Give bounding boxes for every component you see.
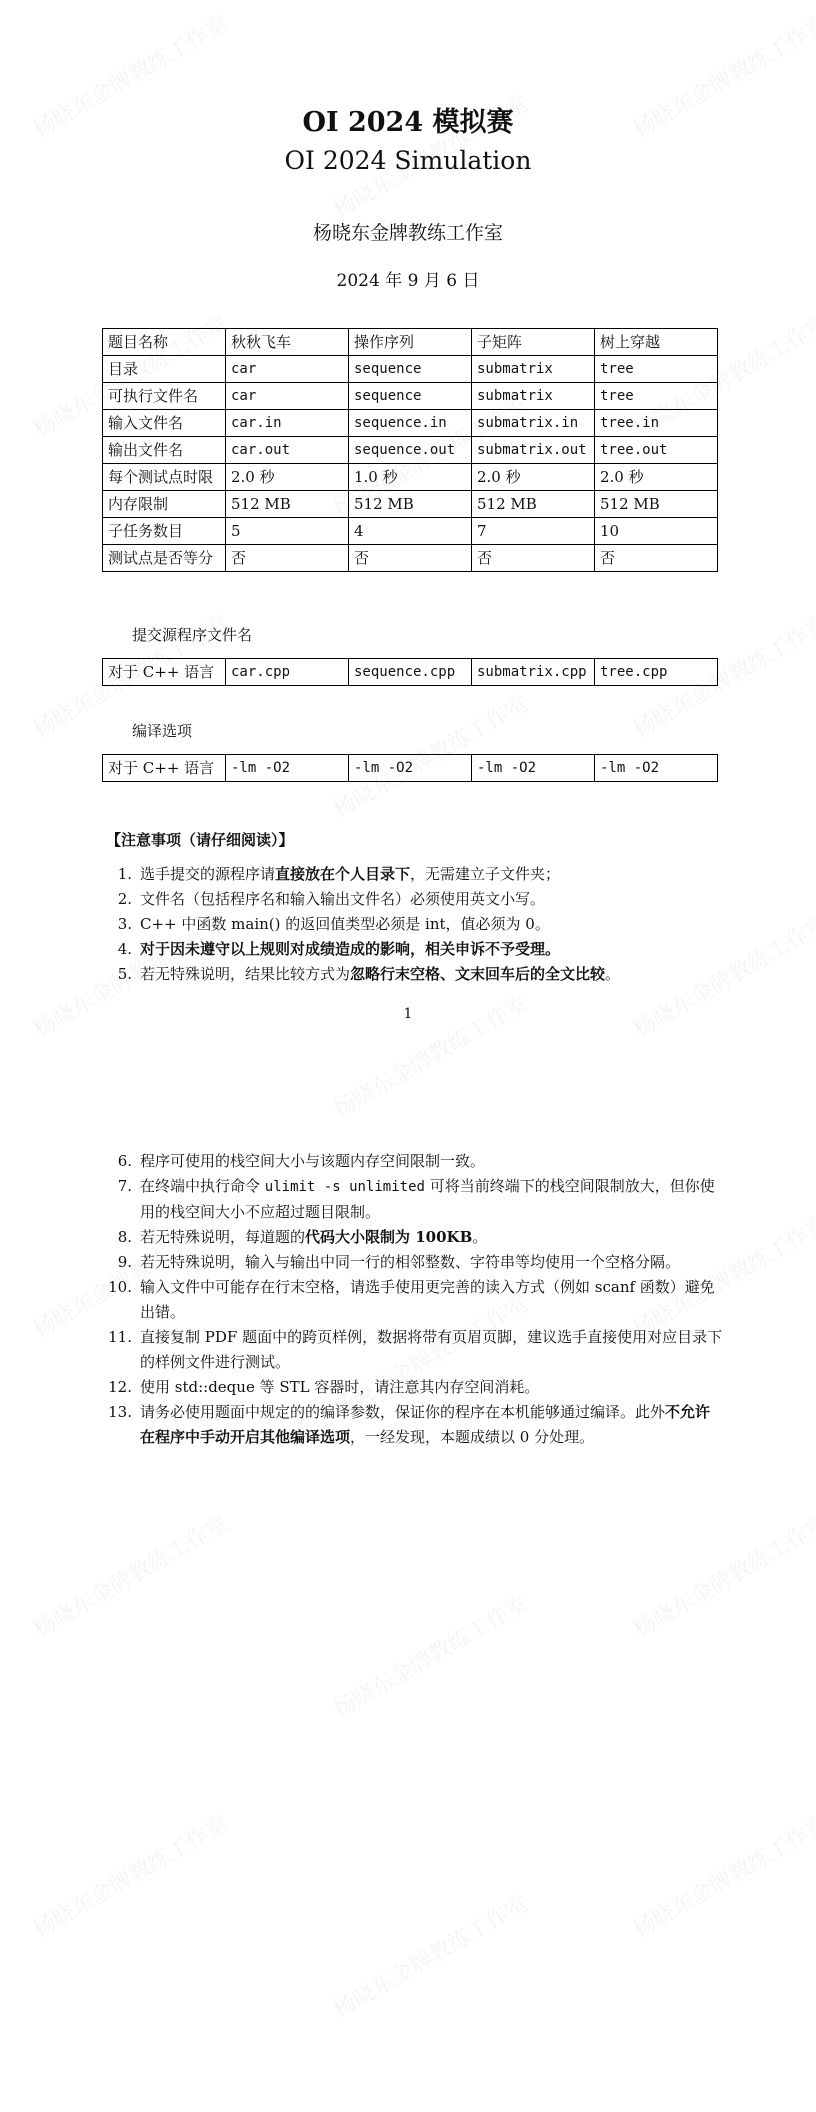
submit-table xyxy=(102,658,718,686)
problems-table xyxy=(102,328,718,572)
table-row xyxy=(103,356,718,383)
table-cell: submatrix xyxy=(472,356,595,383)
table-cell: 7 xyxy=(472,518,595,545)
table-cell: car.out xyxy=(226,437,349,464)
table-row xyxy=(103,518,718,545)
contest-subtitle: OI 2024 Simulation xyxy=(284,146,532,175)
compile-table xyxy=(102,754,718,782)
list-item xyxy=(106,1375,724,1400)
table-cell: 秋秋飞车 xyxy=(226,329,349,356)
list-item-number: 1. xyxy=(117,865,132,883)
list-item-number: 3. xyxy=(117,915,132,933)
table-cell: tree.cpp xyxy=(595,659,718,686)
watermark-text xyxy=(27,1507,233,1644)
table-cell-label: 每个测试点时限 xyxy=(103,464,226,491)
submit-section-heading: 提交源程序文件名 xyxy=(132,626,253,644)
table-cell: submatrix.in xyxy=(472,410,595,437)
table-cell: 4 xyxy=(349,518,472,545)
page-number: 1 xyxy=(403,1006,413,1022)
table-row xyxy=(103,410,718,437)
list-item xyxy=(106,1275,724,1325)
table-cell-label: 内存限制 xyxy=(103,491,226,518)
list-item xyxy=(106,1325,724,1375)
table-row xyxy=(103,545,718,572)
table-cell-label: 测试点是否等分 xyxy=(103,545,226,572)
table-cell: 512 MB xyxy=(595,491,718,518)
list-item-number: 13. xyxy=(108,1403,132,1421)
list-item-number: 4. xyxy=(117,940,132,958)
text: 若无特殊说明，每道题的 xyxy=(140,1228,306,1246)
watermark-text xyxy=(327,1587,533,1724)
table-cell-label: 目录 xyxy=(103,356,226,383)
code-text: ulimit -s unlimited xyxy=(264,1179,425,1195)
notice-heading: 【注意事项（请仔细阅读）】 xyxy=(106,831,294,849)
text: 直接复制 PDF 题面中的跨页样例，数据将带有页眉页脚，建议选手直接使用对应目录下的样例文件进行测试。 xyxy=(140,1328,723,1371)
table-cell: 否 xyxy=(349,545,472,572)
text: 请务必使用题面中规定的的编译参数，保证你的程序在本机能够通过编译。此外 xyxy=(140,1403,666,1421)
table-cell: 2.0 秒 xyxy=(226,464,349,491)
watermark-text xyxy=(27,1807,233,1944)
table-cell: 2.0 秒 xyxy=(472,464,595,491)
table-cell: sequence xyxy=(349,356,472,383)
notes-list-page1 xyxy=(106,862,724,987)
list-item-number: 11. xyxy=(108,1328,132,1346)
table-cell: 操作序列 xyxy=(349,329,472,356)
list-item xyxy=(106,937,724,962)
table-cell: 1.0 秒 xyxy=(349,464,472,491)
table-cell: -lm -O2 xyxy=(349,755,472,782)
table-cell: 10 xyxy=(595,518,718,545)
emphasized-text: 忽略行末空格、文末回车后的全文比较 xyxy=(350,965,606,983)
list-item xyxy=(106,1225,724,1250)
text: 在终端中执行命令 xyxy=(140,1177,265,1195)
text: 若无特殊说明，输入与输出中同一行的相邻整数、字符串等均使用一个空格分隔。 xyxy=(140,1253,681,1271)
text: 。 xyxy=(605,965,621,983)
list-item xyxy=(106,1400,724,1450)
text: 文件名（包括程序名和输入输出文件名）必须使用英文小写。 xyxy=(140,890,546,908)
table-row xyxy=(103,659,718,686)
table-row xyxy=(103,383,718,410)
table-cell: 树上穿越 xyxy=(595,329,718,356)
emphasized-text: 代码大小限制为 100KB xyxy=(305,1228,473,1246)
table-row xyxy=(103,437,718,464)
table-cell: tree.in xyxy=(595,410,718,437)
text: 可将当前终端下的栈空间限制放大，但你使用的栈空间大小不应超过题目限制。 xyxy=(140,1177,715,1221)
table-cell: 否 xyxy=(226,545,349,572)
table-cell-label: 可执行文件名 xyxy=(103,383,226,410)
list-item-number: 2. xyxy=(117,890,132,908)
list-item-number: 5. xyxy=(117,965,132,983)
table-cell-label: 题目名称 xyxy=(103,329,226,356)
table-cell-label: 输入文件名 xyxy=(103,410,226,437)
table-cell: 512 MB xyxy=(472,491,595,518)
list-item xyxy=(106,1250,724,1275)
table-cell: 否 xyxy=(472,545,595,572)
table-cell: 512 MB xyxy=(226,491,349,518)
table-row xyxy=(103,755,718,782)
text: 选手提交的源程序请 xyxy=(140,865,276,883)
list-item xyxy=(106,1174,724,1225)
table-cell: submatrix xyxy=(472,383,595,410)
list-item xyxy=(106,862,724,887)
table-cell: 2.0 秒 xyxy=(595,464,718,491)
table-cell: submatrix.cpp xyxy=(472,659,595,686)
contest-title: OI 2024 模拟赛 xyxy=(302,107,514,138)
text: C++ 中函数 main() 的返回值类型必须是 int，值必须为 0。 xyxy=(140,915,550,933)
table-cell: -lm -O2 xyxy=(472,755,595,782)
table-cell: sequence.out xyxy=(349,437,472,464)
watermark-text xyxy=(627,1807,816,1944)
table-cell: submatrix.out xyxy=(472,437,595,464)
list-item xyxy=(106,912,724,937)
text: ，无需建立子文件夹； xyxy=(410,865,561,883)
watermark-text xyxy=(327,1887,533,2024)
text: 使用 std::deque 等 STL 容器时，请注意其内存空间消耗。 xyxy=(140,1378,540,1396)
table-row xyxy=(103,491,718,518)
table-cell: 512 MB xyxy=(349,491,472,518)
list-item xyxy=(106,887,724,912)
text: 程序可使用的栈空间大小与该题内存空间限制一致。 xyxy=(140,1152,486,1170)
list-item-number: 8. xyxy=(117,1228,132,1246)
table-cell-label: 子任务数目 xyxy=(103,518,226,545)
compile-section-heading: 编译选项 xyxy=(132,722,193,740)
text: ，一经发现，本题成绩以 0 分处理。 xyxy=(350,1428,595,1446)
list-item xyxy=(106,1149,724,1174)
table-cell: 否 xyxy=(595,545,718,572)
list-item-number: 7. xyxy=(117,1177,132,1195)
text: 输入文件中可能存在行末空格，请选手使用更完善的读入方式（例如 scanf 函数）避免出错。 xyxy=(140,1278,715,1321)
list-item xyxy=(106,962,724,987)
table-cell: car.cpp xyxy=(226,659,349,686)
list-item-number: 6. xyxy=(117,1152,132,1170)
list-item-number: 9. xyxy=(117,1253,132,1271)
table-cell: sequence.in xyxy=(349,410,472,437)
text: 若无特殊说明，结果比较方式为 xyxy=(140,965,351,983)
table-cell: -lm -O2 xyxy=(595,755,718,782)
table-cell: tree xyxy=(595,356,718,383)
table-cell: sequence xyxy=(349,383,472,410)
table-cell-label: 对于 C++ 语言 xyxy=(103,755,226,782)
text: 。 xyxy=(472,1228,488,1246)
table-cell: sequence.cpp xyxy=(349,659,472,686)
table-cell: car xyxy=(226,383,349,410)
list-item-number: 10. xyxy=(108,1278,132,1296)
table-cell: car xyxy=(226,356,349,383)
table-cell-label: 输出文件名 xyxy=(103,437,226,464)
watermark-text xyxy=(627,1507,816,1644)
table-cell: 5 xyxy=(226,518,349,545)
emphasized-text: 对于因未遵守以上规则对成绩造成的影响，相关申诉不予受理。 xyxy=(140,940,561,958)
author: 杨晓东金牌教练工作室 xyxy=(312,222,503,244)
table-row xyxy=(103,329,718,356)
contest-date: 2024 年 9 月 6 日 xyxy=(336,271,480,291)
list-item-number: 12. xyxy=(108,1378,132,1396)
emphasized-text: 直接放在个人目录下 xyxy=(275,865,411,883)
table-cell-label: 对于 C++ 语言 xyxy=(103,659,226,686)
table-row xyxy=(103,464,718,491)
notes-list-page2 xyxy=(106,1149,724,1450)
emphasized-text: 不允许在程序中手动开启其他编译选项 xyxy=(140,1403,711,1446)
table-cell: tree xyxy=(595,383,718,410)
table-cell: tree.out xyxy=(595,437,718,464)
table-cell: 子矩阵 xyxy=(472,329,595,356)
table-cell: car.in xyxy=(226,410,349,437)
table-cell: -lm -O2 xyxy=(226,755,349,782)
